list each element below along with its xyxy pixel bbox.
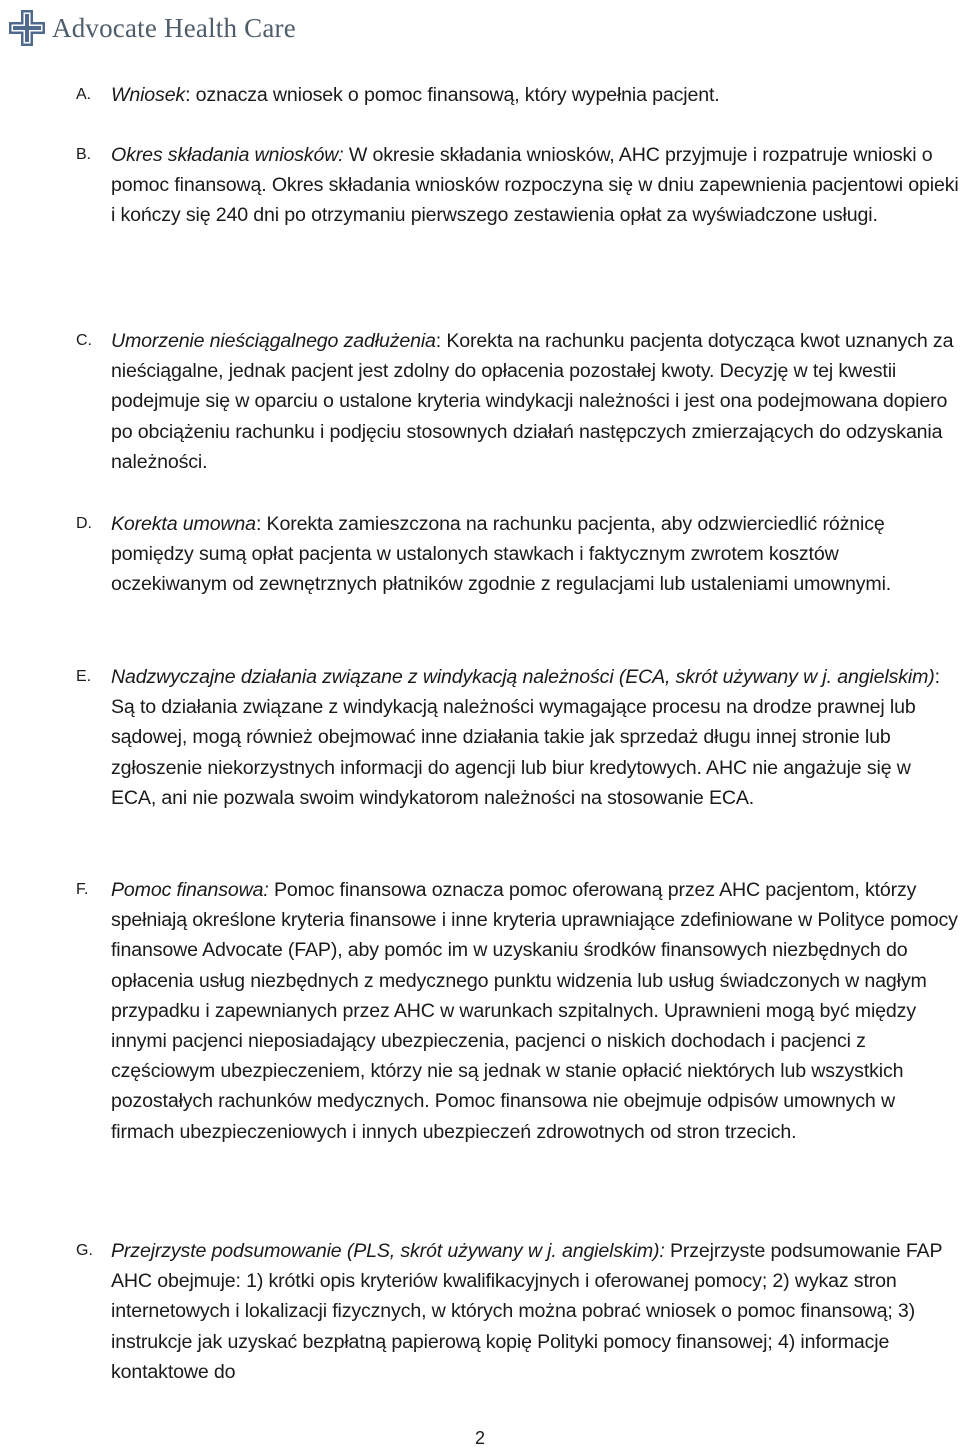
definition-term: Wniosek [111,84,186,106]
definition-term: Nadzwyczajne działania związane z windykacją należności (ECA, skrót używany w j. angielskim) [111,666,935,688]
definition-description: : Są to działania związane z windykacją należności wymagające procesu na drodze prawnej lub sądowej, mogą również obejmować inne działania takie jak sprzedaż długu innej stronie lub zgłoszenie niekorzystnych informacji do agencji lub biur kredytowych. AHC nie angażuje się w ECA, ani nie pozwala swoim windykatorom należności na stosowanie ECA. [111,666,940,809]
definition-text [111,1236,959,1387]
definition-letter: A. [76,86,92,103]
definition-term: Przejrzyste podsumowanie (PLS, skrót używany w j. angielskim): [111,1240,665,1262]
definition-text [111,326,959,477]
definition-letter: E. [76,668,92,685]
definition-text [111,80,959,110]
definition-description: Przejrzyste podsumowanie FAP AHC obejmuje: 1) krótki opis kryteriów kwalifikacyjnych i oferowanej pomocy; 2) wykaz stron internetowych i lokalizacji fizycznych, w których można pobrać wniosek o pomoc finansową; 3) instrukcje jak uzyskać bezpłatną papierową kopię Polityki pomocy finansowej; 4) informacje kontaktowe do [111,1240,943,1383]
definition-letter: B. [76,146,92,163]
header [8,8,296,48]
definition-text [111,875,959,1147]
definition-term: Korekta umowna [111,513,256,535]
page-number: 2 [474,1428,485,1448]
logo-text: Advocate Health Care [52,12,296,43]
definition-letter: C. [76,332,92,349]
definition-text [111,662,959,813]
definition-description: : oznacza wniosek o pomoc finansową, który wypełnia pacjent. [185,84,720,106]
definition-description: : Korekta na rachunku pacjenta dotycząca kwot uznanych za nieściągalne, jednak pacjent jest zdolny do opłacenia pozostałej kwoty. Decyzję w tej kwestii podejmuje się w oparciu o ustalone kryteria windykacji należności i jest ona podejmowana dopiero po obciążeniu rachunku i podjęciu stosownych działań następczych zmierzających do odzyskania należności. [111,330,954,473]
definition-text [111,140,959,231]
definition-term: Pomoc finansowa: [111,879,269,901]
definition-letter: D. [76,515,92,532]
definition-description: W okresie składania wniosków, AHC przyjmuje i rozpatruje wnioski o pomoc finansową. Okres składania wniosków rozpoczyna się w dniu zapewnienia pacjentowi opieki i kończy się 240 dni po otrzymaniu pierwszego zestawienia opłat za wyświadczone usługi. [111,144,959,227]
cross-logo-icon [8,9,46,47]
definition-term: Umorzenie nieściągalnego zadłużenia [111,330,436,352]
definition-term: Okres składania wniosków: [111,144,344,166]
definition-letter: G. [76,1242,93,1259]
definition-text [111,509,959,600]
definition-description: : Korekta zamieszczona na rachunku pacjenta, aby odzwierciedlić różnicę pomiędzy sumą opłat pacjenta w ustalonych stawkach i faktycznym zwrotem kosztów oczekiwanym od zewnętrznych płatników zgodnie z regulacjami lub ustaleniami umownymi. [111,513,892,596]
definition-letter: F. [76,881,89,898]
definition-description: Pomoc finansowa oznacza pomoc oferowaną przez AHC pacjentom, którzy spełniają określone kryteria finansowe i inne kryteria uprawniające zdefiniowane w Polityce pomocy finansowe Advocate (FAP), aby pomóc im w uzyskaniu środków finansowych niezbędnych do opłacenia usług niezbędnych z medycznego punktu widzenia lub usług świadczonych w nagłym przypadku i zapewnianych przez AHC w warunkach szpitalnych. Uprawnieni mogą być między innymi pacjenci nieposiadający ubezpieczenia, pacjenci o niskich dochodach i pacjenci z częściowym ubezpieczeniem, którzy nie są jednak w stanie opłacić niektórych lub wszystkich pozostałych rachunków medycznych. Pomoc finansowa nie obejmuje odpisów umownych w firmach ubezpieczeniowych i innych ubezpieczeń zdrowotnych od stron trzecich. [111,879,958,1143]
